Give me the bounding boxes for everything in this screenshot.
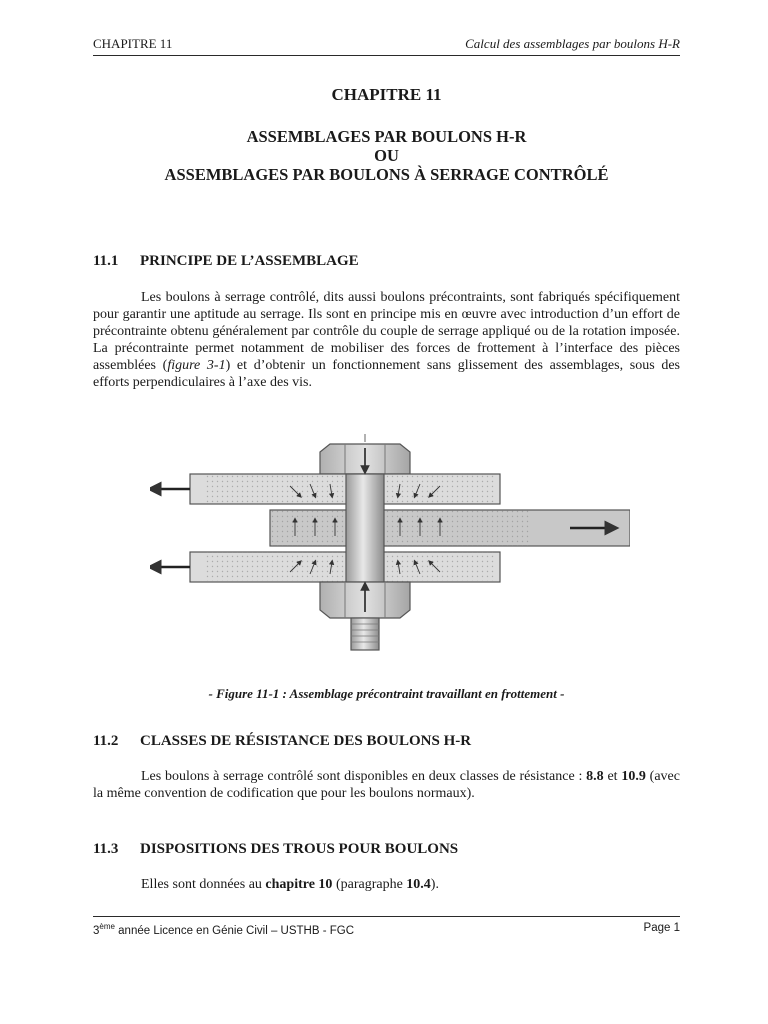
class-10-9: 10.9 — [621, 769, 646, 784]
header-chapter: CHAPITRE 11 — [93, 36, 173, 51]
section-title: DISPOSITIONS DES TROUS POUR BOULONS — [140, 841, 459, 857]
running-header — [93, 36, 680, 56]
chapter-reference: chapitre 10 — [265, 877, 333, 892]
paragraph-reference: 10.4 — [406, 877, 431, 892]
chapter-title-block — [93, 85, 680, 184]
chapter-title-line3: ASSEMBLAGES PAR BOULONS À SERRAGE CONTRÔLÉ — [164, 165, 609, 184]
figure-reference: figure 3-1 — [167, 358, 226, 373]
paragraph-classes: Les boulons à serrage contrôlé sont disponibles en deux classes de résistance : 8.8 et 10.9 (avec la même convention de codification que pour les boulons normaux). — [93, 769, 680, 801]
section-title: CLASSES DE RÉSISTANCE DES BOULONS H-R — [140, 733, 472, 749]
figure-preloaded-joint — [150, 434, 630, 670]
chapter-title-line1: ASSEMBLAGES PAR BOULONS H-R — [246, 127, 527, 146]
section-title: PRINCIPE DE L’ASSEMBLAGE — [140, 253, 359, 269]
section-heading-11-3 — [93, 841, 458, 858]
class-8-8: 8.8 — [586, 769, 604, 784]
footer-course: 3ème année Licence en Génie Civil – USTHB - FGC — [93, 922, 355, 937]
figure-caption: - Figure 11-1 : Assemblage précontraint travaillant en frottement - — [208, 686, 565, 701]
section-heading-11-2 — [93, 733, 471, 750]
chapter-number: CHAPITRE 11 — [331, 85, 442, 104]
page-number: Page 1 — [643, 922, 680, 934]
section-number: 11.2 — [93, 733, 119, 749]
preloaded-bolt-diagram — [150, 434, 630, 670]
paragraph-holes: Elles sont données au chapitre 10 (paragraphe 10.4). — [141, 877, 439, 892]
section-number: 11.1 — [93, 253, 119, 269]
header-title: Calcul des assemblages par boulons H-R — [465, 36, 680, 51]
chapter-title-line2: OU — [374, 146, 399, 165]
section-number: 11.3 — [93, 841, 119, 857]
bolt-thread-end — [351, 618, 379, 650]
page-footer — [93, 916, 680, 937]
bolt-shank — [346, 474, 384, 582]
section-heading-11-1 — [93, 253, 359, 270]
paragraph-principle: Les boulons à serrage contrôlé, dits aussi boulons précontraints, sont fabriqués spécifiquement pour garantir une aptitude au serrage. Ils sont en principe mis en œuvre avec introduction d’un effort de précontrainte obtenu généralement par contrôle du couple de serrage appliqué ou de la rotation imposée. La précontrainte permet notamment de mobiliser des forces de frottement à l’interface des pièces assemblées (figure 3-1) et d’obtenir un fonctionnement sans glissement des assemblages, sous des efforts perpendiculaires à l’axe des vis. — [93, 290, 680, 390]
